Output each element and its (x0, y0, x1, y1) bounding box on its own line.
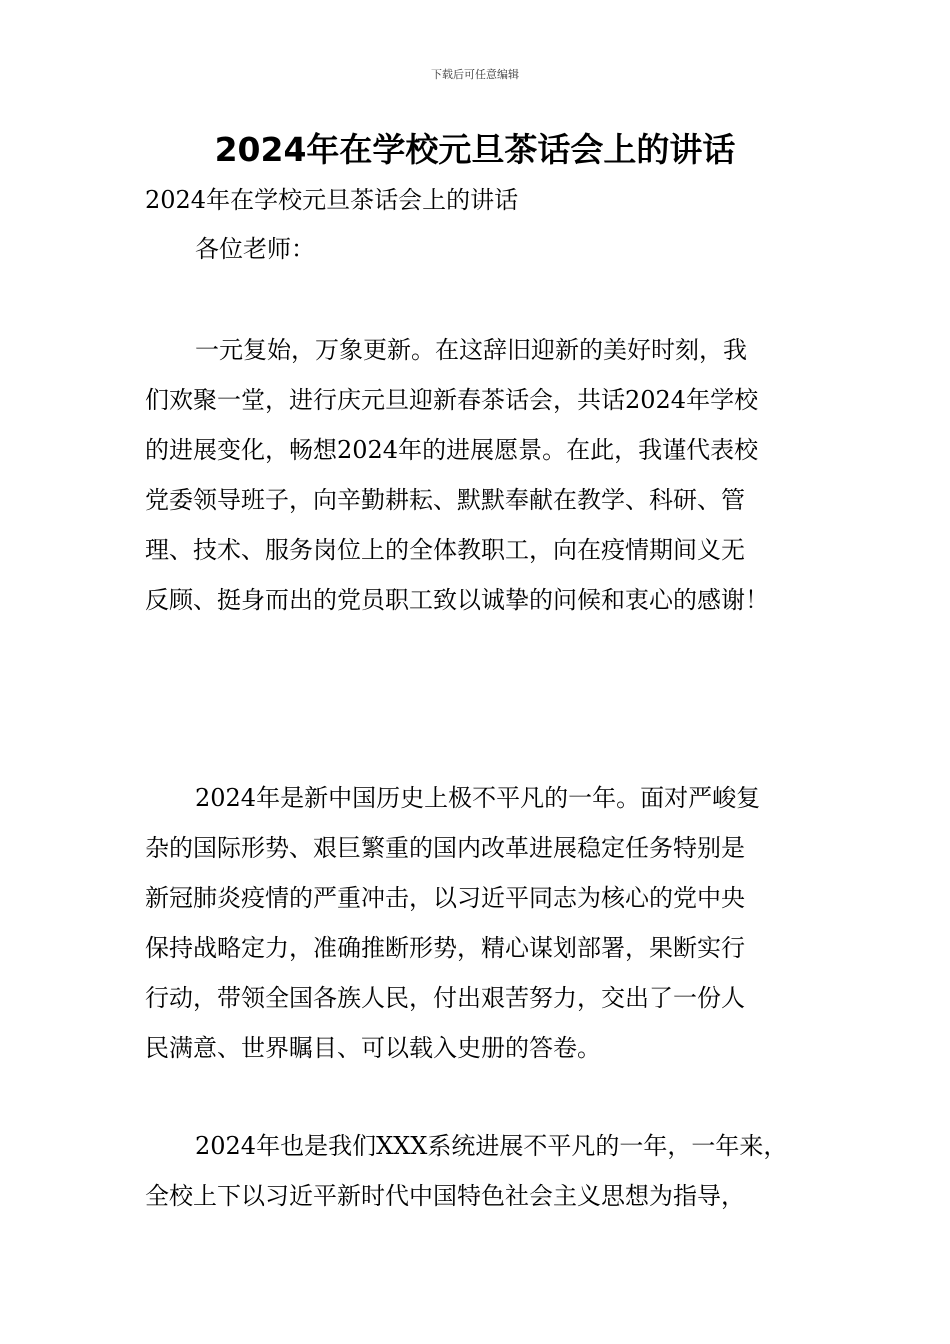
paragraph-line: 反顾、挺身而出的党员职工致以诚挚的问候和衷心的感谢！ (145, 586, 769, 614)
paragraph-line: 杂的国际形势、艰巨繁重的国内改革进展稳定任务特别是 (145, 834, 745, 862)
paragraph-line: 一元复始，万象更新。在这辞旧迎新的美好时刻，我 (195, 336, 747, 364)
salutation: 各位老师： (195, 235, 315, 263)
paragraph-line: 党委领导班子，向辛勤耕耘、默默奉献在教学、科研、管 (145, 486, 745, 514)
paragraph-line: 行动，带领全国各族人民，付出艰苦努力，交出了一份人 (145, 984, 745, 1012)
paragraph-line: 2024年也是我们XXX系统进展不平凡的一年，一年来， (195, 1132, 788, 1160)
paragraph-2 (145, 773, 815, 1073)
header-note: 下载后可任意编辑 (431, 68, 519, 81)
document-subtitle: 2024年在学校元旦茶话会上的讲话 (145, 186, 519, 214)
paragraph-line: 民满意、世界瞩目、可以载入史册的答卷。 (145, 1034, 601, 1062)
paragraph-line: 新冠肺炎疫情的严重冲击，以习近平同志为核心的党中央 (145, 884, 745, 912)
page-title: 2024年在学校元旦茶话会上的讲话 (214, 130, 736, 169)
paragraph-line: 理、技术、服务岗位上的全体教职工，向在疫情期间义无 (145, 536, 745, 564)
paragraph-line: 2024年是新中国历史上极不平凡的一年。面对严峻复 (195, 784, 761, 812)
paragraph-line: 保持战略定力，准确推断形势，精心谋划部署，果断实行 (145, 934, 745, 962)
paragraph-1 (145, 325, 815, 625)
paragraph-3 (145, 1121, 815, 1221)
paragraph-line: 们欢聚一堂，进行庆元旦迎新春茶话会，共话2024年学校 (145, 386, 759, 414)
paragraph-line: 全校上下以习近平新时代中国特色社会主义思想为指导， (145, 1182, 745, 1210)
paragraph-line: 的进展变化，畅想2024年的进展愿景。在此，我谨代表校 (145, 436, 759, 464)
